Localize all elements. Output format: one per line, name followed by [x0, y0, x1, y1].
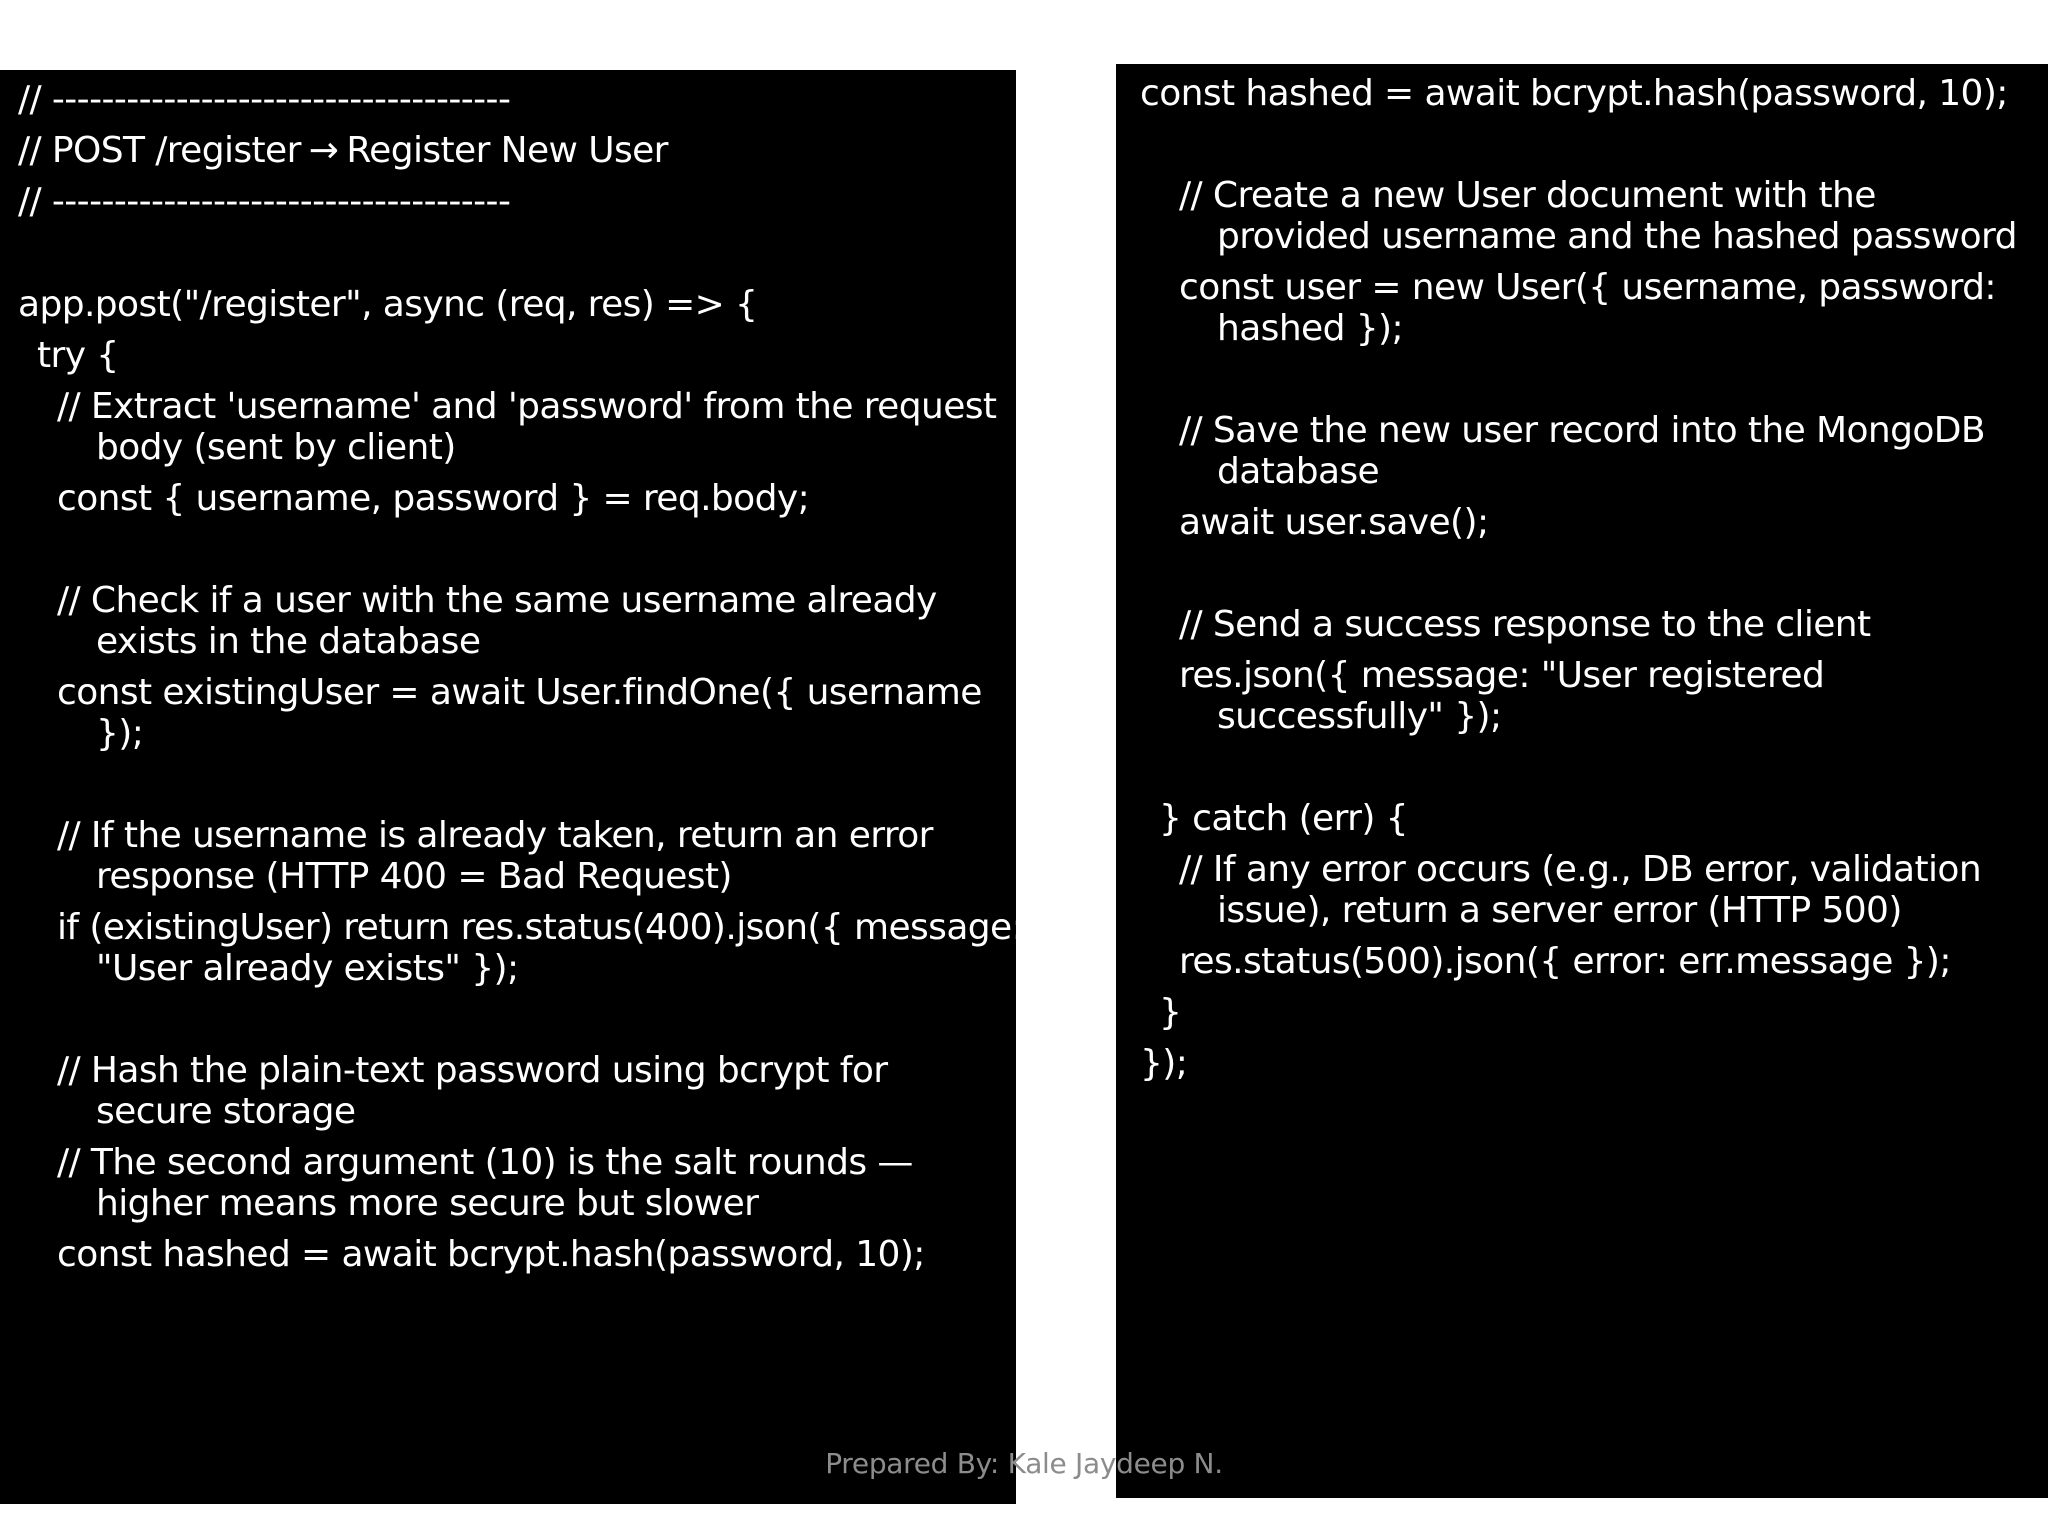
- code-line: await user.save();: [1179, 502, 1489, 543]
- separator-line: // -------------------------------------: [18, 79, 511, 120]
- comment-line: // Save the new user record into the MongoDB: [1179, 410, 1986, 451]
- comment-line-wrap: response (HTTP 400 = Bad Request): [96, 856, 732, 897]
- code-line: const hashed = await bcrypt.hash(password, 10);: [1140, 73, 2008, 114]
- code-line-wrap: "User already exists" });: [96, 948, 519, 989]
- code-line-wrap: });: [96, 713, 144, 754]
- separator-line: // -------------------------------------: [18, 181, 511, 222]
- comment-line-wrap: higher means more secure but slower: [96, 1183, 759, 1224]
- code-line-wrap: hashed });: [1217, 308, 1403, 349]
- code-line: }: [1159, 992, 1182, 1033]
- code-line: } catch (err) {: [1159, 798, 1408, 839]
- comment-line: // Send a success response to the client: [1179, 604, 1871, 645]
- comment-line: // If the username is already taken, return an error: [57, 815, 933, 856]
- comment-line: // Hash the plain-text password using bcrypt for: [57, 1050, 888, 1091]
- comment-line-wrap: provided username and the hashed password: [1217, 216, 2017, 257]
- code-line: const hashed = await bcrypt.hash(password, 10);: [57, 1234, 925, 1275]
- code-panel-right: [1116, 64, 2048, 1498]
- header-comment: [0, 130, 1016, 171]
- comment-line-wrap: secure storage: [96, 1091, 356, 1132]
- code-line: try {: [37, 335, 119, 376]
- code-line: const user = new User({ username, password:: [1179, 267, 1996, 308]
- code-line: app.post("/register", async (req, res) => {: [18, 284, 758, 325]
- footer-credit: Prepared By: Kale Jaydeep N.: [825, 1447, 1223, 1480]
- header-route: // POST /register: [18, 130, 301, 171]
- comment-line: // The second argument (10) is the salt rounds —: [57, 1142, 913, 1183]
- comment-line-wrap: exists in the database: [96, 621, 481, 662]
- comment-line: // Extract 'username' and 'password' from the request: [57, 386, 997, 427]
- code-line: const existingUser = await User.findOne({ username: [57, 672, 982, 713]
- comment-line: // Check if a user with the same username already: [57, 580, 937, 621]
- code-line-wrap: successfully" });: [1217, 696, 1502, 737]
- code-line: if (existingUser) return res.status(400).json({ message:: [57, 907, 1024, 948]
- code-line: res.status(500).json({ error: err.message });: [1179, 941, 1951, 982]
- comment-line-wrap: database: [1217, 451, 1380, 492]
- comment-line: // If any error occurs (e.g., DB error, validation: [1179, 849, 1982, 890]
- comment-line-wrap: issue), return a server error (HTTP 500): [1217, 890, 1902, 931]
- comment-line-wrap: body (sent by client): [96, 427, 456, 468]
- header-title: Register New User: [346, 130, 668, 171]
- code-line: const { username, password } = req.body;: [57, 478, 810, 519]
- code-line: res.json({ message: "User registered: [1179, 655, 1825, 696]
- comment-line: // Create a new User document with the: [1179, 175, 1876, 216]
- arrow-right-icon: →: [308, 130, 339, 171]
- code-line: });: [1140, 1043, 1188, 1084]
